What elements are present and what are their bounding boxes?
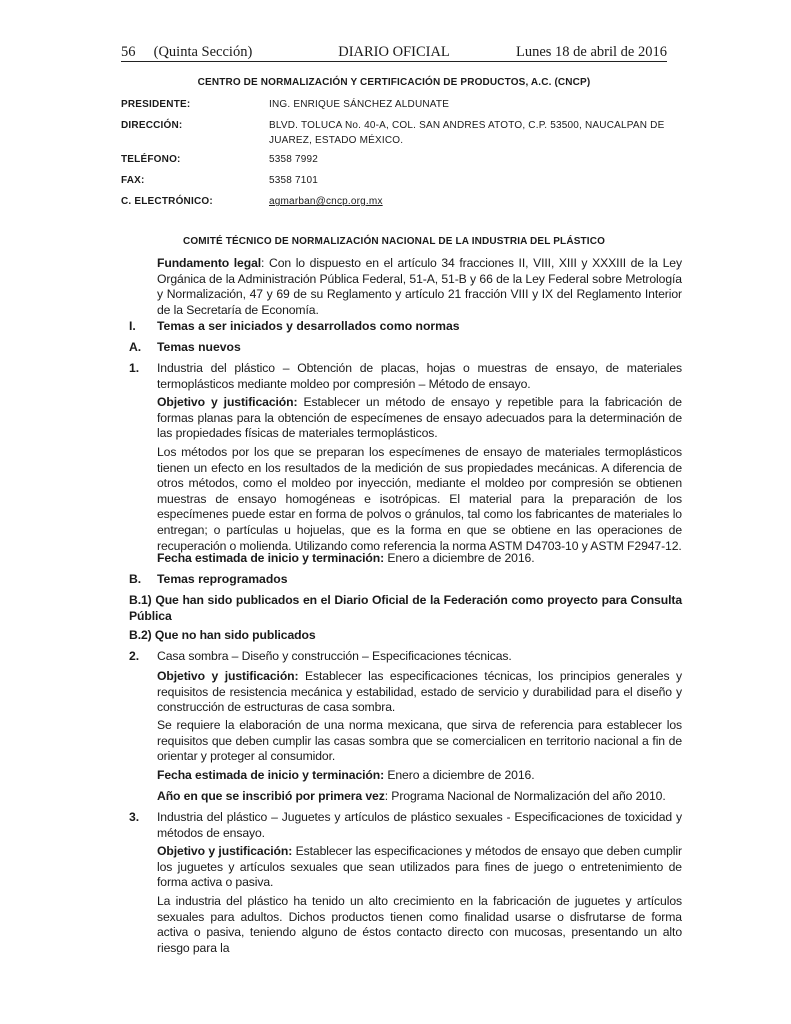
- fax-value: 5358 7101: [269, 175, 319, 186]
- topic-3-objective: [157, 844, 682, 891]
- section-a-title: Temas nuevos: [157, 340, 241, 354]
- phone-label: TELÉFONO:: [121, 154, 181, 165]
- phone-value: 5358 7992: [269, 154, 319, 165]
- publication-name: DIARIO OFICIAL: [338, 44, 450, 60]
- committee-title: COMITÉ TÉCNICO DE NORMALIZACIÓN NACIONAL DE LA INDUSTRIA DEL PLÁSTICO: [182, 236, 605, 247]
- topic-2-title: Casa sombra – Diseño y construcción – Especificaciones técnicas.: [157, 649, 512, 663]
- email-link[interactable]: agmarban@cncp.org.mx: [269, 196, 383, 207]
- section-a-number: A.: [129, 340, 142, 354]
- legal-basis-paragraph: [157, 256, 682, 318]
- topic-2-objective: [157, 669, 682, 716]
- legal-basis-text: : Con lo dispuesto en el artículo 34 fracciones II, VIII, XIII y XXXIII de la Ley Orgánica de la Administración Pública Federal, 51-A, 51-B y 66 de la Ley Federal sobre Metrología y Normalización, 47 y 69 de su Reglamento y artículo 21 fracción VIII y IX del Reglamento Interior de la Secretaría de Economía.: [157, 256, 682, 317]
- topic-2-body: Se requiere la elaboración de una norma mexicana, que sirva de referencia para establecer los requisitos que deben cumplir las casas sombra que se comercialicen en territorio nacional a fin de orientar y proteger al consumidor.: [157, 718, 682, 764]
- topic-2-objective-text: Establecer las especificaciones técnicas, los principios generales y requisitos de resistencia mecánica y estabilidad, estado de servicio y durabilidad para el diseño y construcción de estructuras de casa sombra.: [157, 669, 682, 715]
- legal-basis-label: Fundamento legal: [157, 256, 262, 270]
- organization-title: CENTRO DE NORMALIZACIÓN Y CERTIFICACIÓN DE PRODUCTOS, A.C. (CNCP): [197, 77, 591, 88]
- topic-2-year-text: : Programa Nacional de Normalización del año 2010.: [384, 789, 666, 803]
- topic-1-title: Industria del plástico – Obtención de placas, hojas o muestras de ensayo, de materiales termoplásticos mediante moldeo por compresión – Método de ensayo.: [157, 361, 682, 391]
- president-label: PRESIDENTE:: [121, 99, 191, 110]
- topic-1-body: Los métodos por los que se preparan los especímenes de ensayo de materiales termoplásticos tienen un efecto en los resultados de la medición de sus propiedades mecánicas. A diferencia de otros métodos, como el moldeo por inyección, mediante el moldeo por compresión se obtienen muestras de ensayo homogéneas e isotrópicas. El material para la preparación de los especímenes puede estar en forma de polvos o gránulos, tal como los fabricantes de materiales lo entregan; o partículas u hojuelas, que es la forma en que se obtiene en las operaciones de recuperación o molienda. Utilizando como referencia la norma ASTM D4703-10 y ASTM F2947-12.: [157, 445, 682, 553]
- fax-label: FAX:: [121, 175, 145, 186]
- topic-2-date-text: Enero a diciembre de 2016.: [384, 768, 535, 782]
- page-info: 56 (Quinta Sección): [121, 44, 253, 60]
- address-value: BLVD. TOLUCA No. 40-A, COL. SAN ANDRES ATOTO, C.P. 53500, NAUCALPAN DE JUAREZ, ESTADO MÉXICO.: [269, 120, 665, 146]
- topic-3-title: Industria del plástico – Juguetes y artículos de plástico sexuales - Especificaciones de toxicidad y métodos de ensayo.: [157, 810, 682, 840]
- section-i-title: Temas a ser iniciados y desarrollados como normas: [157, 319, 460, 333]
- publication-date: Lunes 18 de abril de 2016: [515, 44, 667, 60]
- topic-3-objective-text: Establecer las especificaciones y métodos de ensayo que deben cumplir los juguetes y artículos sexuales que sean utilizados para fines de juego o entretenimiento de forma activa o pasiva.: [157, 844, 682, 890]
- topic-2-year-label: Año en que se inscribió por primera vez: [157, 789, 385, 803]
- topic-1-number: 1.: [129, 361, 140, 375]
- section-i-number: I.: [129, 319, 136, 333]
- address-label: DIRECCIÓN:: [121, 120, 183, 131]
- section-b2-title: B.2) Que no han sido publicados: [129, 628, 316, 642]
- topic-2-year: [157, 789, 682, 805]
- topic-2-objective-label: Objetivo y justificación:: [157, 669, 299, 683]
- topic-1-date: [157, 551, 682, 567]
- running-header: [121, 43, 667, 61]
- president-value: ING. ENRIQUE SÁNCHEZ ALDUNATE: [269, 99, 450, 110]
- topic-2-date: [157, 768, 682, 784]
- section-b1-title: B.1) Que han sido publicados en el Diario Oficial de la Federación como proyecto para Consulta Pública: [129, 593, 682, 623]
- topic-1-date-label: Fecha estimada de inicio y terminación:: [157, 551, 385, 565]
- topic-1-date-text: Enero a diciembre de 2016.: [384, 551, 535, 565]
- topic-3-body: La industria del plástico ha tenido un alto crecimiento en la fabricación de juguetes y artículos sexuales para adultos. Dichos productos tienen como finalidad usarse o disfrutarse de forma activa o pasiva, teniendo alguno de éstos contacto directo con mucosas, presentando un alto riesgo para la: [157, 894, 682, 955]
- section-b-title: Temas reprogramados: [157, 572, 288, 586]
- header-rule: [121, 61, 667, 62]
- topic-3-number: 3.: [129, 810, 140, 824]
- topic-2-number: 2.: [129, 649, 140, 663]
- email-label: C. ELECTRÓNICO:: [121, 196, 213, 207]
- topic-1-objective: [157, 395, 682, 442]
- topic-1-objective-text: Establecer un método de ensayo y repetible para la fabricación de formas planas para la obtención de especímenes de ensayo adecuados para la determinación de las propiedades físicas de materiales termoplásticos.: [157, 395, 682, 441]
- topic-1-objective-label: Objetivo y justificación:: [157, 395, 298, 409]
- topic-3-objective-label: Objetivo y justificación:: [157, 844, 293, 858]
- topic-2-date-label: Fecha estimada de inicio y terminación:: [157, 768, 385, 782]
- section-b-number: B.: [129, 572, 142, 586]
